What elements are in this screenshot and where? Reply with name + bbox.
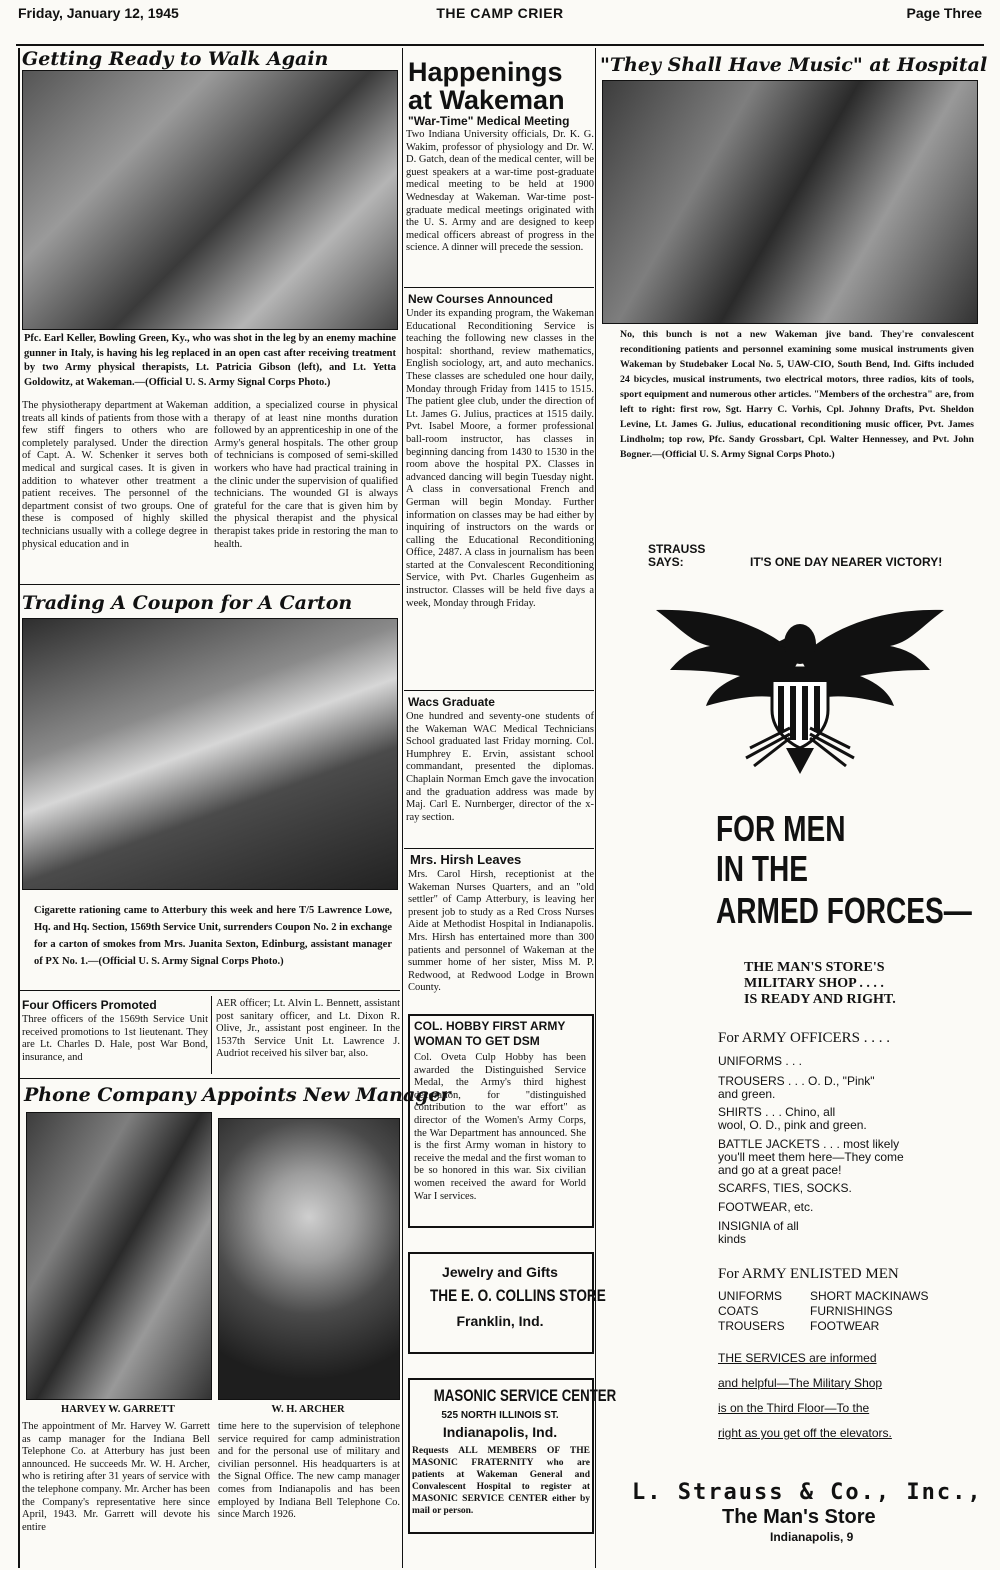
cigarette-coupon-photo — [22, 618, 398, 890]
officers-article-col2: AER officer; Lt. Alvin L. Bennett, assistant post sanitary officer, and Lt. Dixon R. Olive, Jr., assistant post engineer. In the 1537th Service Unit Lt. Lawrence J. Audriot received his silver bar, also. — [216, 998, 400, 1060]
walk-caption: Pfc. Earl Keller, Bowling Green, Ky., who was shot in the leg by an enemy machine gunner in Italy, is having his leg replaced in an open cast after receiving treatment by two Army physical therapists, Lt. Patricia Gibson (left), and Lt. Yetta Goldowitz, at Wakeman.—(Official U. S. Army Signal Corps Photo.) — [24, 333, 396, 388]
officers-headline: Four Officers Promoted — [22, 998, 157, 1012]
masonic-ad-body: Requests ALL MEMBERS OF THE MASONIC FRATERNITY who are patients at Wakeman General and Convalescent Hospital to register at MASONIC SERVICE CENTER either by mail or person. — [412, 1446, 590, 1516]
enlisted-item-furnishings: FURNISHINGS — [810, 1304, 893, 1318]
archer-portrait-photo — [218, 1118, 400, 1400]
masonic-center-name: MASONIC SERVICE CENTER — [433, 1386, 617, 1405]
services-line1: THE SERVICES are informed — [718, 1351, 877, 1365]
enlisted-item-trousers: TROUSERS — [718, 1319, 785, 1333]
officer-item-insignia: INSIGNIA of all — [718, 1219, 799, 1233]
physical-therapy-photo — [22, 70, 398, 330]
phone-headline: Phone Company Appoints New Manager — [24, 1084, 451, 1106]
strauss-big-line1: FOR MEN — [716, 808, 846, 849]
masonic-ad-address: 525 NORTH ILLINOIS ST. — [441, 1410, 559, 1421]
collins-ad-line1: Jewelry and Gifts — [442, 1264, 558, 1280]
enlisted-head: For ARMY ENLISTED MEN — [718, 1266, 899, 1282]
medical-meeting-body: Two Indiana University officials, Dr. K. G. Wakim, professor of physiology and Dr. W. D. Gatch, dean of the medical center, will be guest speakers at a war-time post-graduate medical meeting to be held at 1900 Wednesday at Wakeman. War-time post-graduate medical meetings originated with the U. S. Army and are designed to keep medical officers abreast of progress in the science. A dinner will precede the session. — [406, 129, 594, 254]
enlisted-item-coats: COATS — [718, 1304, 759, 1318]
section-rule — [404, 287, 594, 288]
strauss-big-line3: ARMED FORCES— — [716, 890, 972, 931]
enlisted-item-footwear: FOOTWEAR — [810, 1319, 880, 1333]
services-line3: is on the Third Floor—To the — [718, 1401, 870, 1415]
strauss-slogan: IT'S ONE DAY NEARER VICTORY! — [750, 555, 943, 569]
strauss-says-1: STRAUSS — [648, 542, 706, 556]
officer-item-jackets-cont1: you'll meet them here—They come — [718, 1150, 904, 1164]
officers-head: For ARMY OFFICERS . . . . — [718, 1030, 890, 1046]
strauss-says-2: SAYS: — [648, 555, 684, 569]
happenings-title-line2: at Wakeman — [408, 85, 565, 115]
eagle-emblem-icon — [650, 598, 950, 778]
officers-article-col1: Three officers of the 1569th Service Unit received promotions to 1st lieutenant. They are Lt. Charles D. Hale, post War Bond, insurance, and — [22, 1014, 208, 1063]
walk-article-col1: The physiotherapy department at Wakeman treats all kinds of patients from those with a few stiff fingers to others who are completely paralysed. Under the direction of Capt. A. W. Schenker it serves both medical and surgical cases. It is given in addition to whatever other treatment a patient receives. The personnel of the department consist of two groups. One of these is composed of highly skilled technicians usually with a college degree in physical education and in — [22, 400, 208, 550]
walk-article-col2: addition, a specialized course in physical therapy of at least nine months duration followed by an apprenticeship in one of the Army's general hospitals. The other group of technicians is composed of semi-skilled workers who have had practical training in the clinic under the supervision of qualified technicians. The wounded GI is always grateful for the care that is given him by the physical therapist and the physical therapist takes pride in restoring the man to health. — [214, 400, 398, 550]
music-headline: "They Shall Have Music" at Hospital — [600, 54, 988, 76]
page-number: Page Three — [906, 5, 982, 21]
band-photo — [602, 80, 978, 324]
services-line2: and helpful—The Military Shop — [718, 1376, 883, 1390]
officer-item-uniforms: UNIFORMS . . . — [718, 1054, 802, 1068]
officer-item-footwear: FOOTWEAR, etc. — [718, 1200, 814, 1214]
masthead-rule — [16, 44, 984, 46]
hobby-head: COL. HOBBY FIRST ARMY WOMAN TO GET DSM — [414, 1019, 566, 1048]
officer-item-shirts: SHIRTS . . . Chino, all — [718, 1105, 836, 1119]
happenings-title-line1: Happenings — [408, 57, 563, 87]
collins-store-name: THE E. O. COLLINS STORE — [429, 1286, 606, 1305]
column-divider — [18, 48, 20, 1568]
masonic-ad-line1 — [408, 1386, 617, 1406]
mans-store-line3: IS READY AND RIGHT. — [744, 992, 896, 1007]
section-rule — [404, 690, 594, 691]
hobby-body: Col. Oveta Culp Hobby has been awarded the Distinguished Service Medal, the Army's third highest decoration, for "distinguished contribution to the war effort" as director of the Women's Army Corps, the War Department has announced. She is the first Army woman in history to receive the medal and the first woman to be so honored in this war. Six civilian women received the award for World War I services. — [414, 1052, 586, 1202]
walk-headline: Getting Ready to Walk Again — [22, 48, 329, 70]
wacs-graduate-head: Wacs Graduate — [408, 695, 495, 709]
officer-item-jackets: BATTLE JACKETS . . . most likely — [718, 1137, 900, 1151]
medical-meeting-head: "War-Time" Medical Meeting — [408, 114, 570, 128]
officer-item-insignia-cont: kinds — [718, 1232, 747, 1246]
phone-article-col1: The appointment of Mr. Harvey W. Garrett as camp manager for the Indiana Bell Telephone Co. at Atterbury has just been announced. He succeeds Mr. W. H. Archer, who is retiring after 31 years of service with the telephone company. Mr. Archer has been the Company's representative here since April, 1943. Mr. Garrett will devote his entire — [22, 1421, 210, 1533]
new-courses-body: Under its expanding program, the Wakeman Educational Reconditioning Service is teaching the following new classes in the hospital: shorthand, review mathematics, English sociology, art, and auto mechanics. These classes are scheduled one hour daily, Monday through Friday from 1415 to 1515. The patient glee club, under the direction of Lt. James G. Julius, practices at 1515 daily. Pvt. Isabel Moore, a former professional ball-room instructor, has classes in beginning dancing from 1430 to 1530 in the room above the hospital PX. Classes in advanced dancing will begin Tuesday night. A class in conversational French and German will begin Monday. Further information on classes may be had either by inquiring of instructors on the wards or calling the Educational Reconditioning Office, 2487. A class in journalism has been started at the Convalescent Reconditioning Service, with Pvt. Charles Gugenheim as instructor. Classes will be held five days a week, Monday through Friday. — [406, 308, 594, 609]
enlisted-item-mackinaws: SHORT MACKINAWS — [810, 1289, 929, 1303]
newspaper-name: THE CAMP CRIER — [436, 5, 564, 21]
garrett-portrait-photo — [26, 1112, 212, 1400]
section-rule — [20, 584, 400, 585]
hirsh-leaves-body: Mrs. Carol Hirsh, receptionist at the Wakeman Nurses Quarters, and an "old settler" of Camp Atterbury, is leaving her present job to study as a Red Cross Nurses Aide at Methodist Hospital in Indianapolis. Mrs. Hirsh has entertained more than 300 patients and personnel of Wakeman at the summer home of her sister, Miss M. P. Redwood, at Redwood Lodge in Brown County. — [408, 869, 594, 994]
strauss-company-name: L. Strauss & Co., Inc., — [632, 1480, 983, 1505]
mans-store-line2: MILITARY SHOP . . . . — [744, 976, 884, 991]
officer-item-jackets-cont2: and go at a great pace! — [718, 1163, 842, 1177]
enlisted-item-uniforms: UNIFORMS — [718, 1289, 782, 1303]
strauss-city: Indianapolis, 9 — [770, 1530, 854, 1544]
new-courses-head: New Courses Announced — [408, 292, 553, 306]
services-line4: right as you get off the elevators. — [718, 1426, 892, 1440]
garrett-name: HARVEY W. GARRETT — [61, 1404, 175, 1415]
music-caption: No, this bunch is not a new Wakeman jive band. They're convalescent reconditioning patients and personnel examining some musical instruments given Wakeman by Studebaker Local No. 5, UAW-CIO, South Bend, Ind. Gifts included 24 bicycles, musical instruments, two electrical motors, three radios, kits of tools, sport equipment and numerous other articles. "Members of the orchestra" are, from left to right: first row, Sgt. Harry C. Vorhis, Cpl. Johnny Drafts, Pvt. Sheldon Levine, Lt. James G. Julius, educational reconditioning music officer, Pvt. James Lindholm; top row, Pfc. Sandy Grossbart, Cpl. Walter Hennessey, and Pvt. John Bogner.—(Official U. S. Army Signal Corps Photo.) — [620, 329, 974, 460]
officer-item-trousers: TROUSERS . . . O. D., "Pink" — [718, 1074, 875, 1088]
section-rule — [20, 990, 400, 991]
officer-item-trousers-cont: and green. — [718, 1087, 776, 1101]
officer-item-scarfs: SCARFS, TIES, SOCKS. — [718, 1181, 852, 1195]
collins-ad-line3: Franklin, Ind. — [456, 1313, 544, 1329]
section-rule — [20, 1078, 400, 1079]
mans-store-line1: THE MAN'S STORE'S — [744, 960, 885, 975]
hirsh-leaves-head: Mrs. Hirsh Leaves — [410, 852, 522, 867]
issue-date: Friday, January 12, 1945 — [18, 5, 179, 21]
coupon-headline: Trading A Coupon for A Carton — [22, 592, 353, 614]
column-divider — [402, 48, 403, 1568]
officer-item-shirts-cont: wool, O. D., pink and green. — [718, 1118, 867, 1132]
strauss-big-line2: IN THE — [716, 848, 809, 889]
strauss-store-name: The Man's Store — [722, 1506, 876, 1528]
column-divider — [595, 48, 596, 1568]
section-rule — [404, 848, 594, 849]
wacs-graduate-body: One hundred and seventy-one students of the Wakeman WAC Medical Technicians School graduated last Friday morning. Col. Humphrey E. Ervin, assistant school commandant, presented the diplomas. Chaplain Norman Emch gave the invocation and the graduation address was made by Maj. Carl E. Nurnberger, director of the x-ray section. — [406, 711, 594, 823]
column-divider — [211, 996, 212, 1074]
archer-name: W. H. ARCHER — [271, 1404, 345, 1415]
masonic-ad-city: Indianapolis, Ind. — [442, 1424, 558, 1440]
coupon-caption: Cigarette rationing came to Atterbury this week and here T/5 Lawrence Lowe, Hq. and Hq. Section, 1569th Service Unit, surrenders Coupon No. 2 in exchange for a carton of smokes from Mrs. Juanita Sexton, Edinburg, assistant manager of PX No. 1.—(Official U. S. Army Signal Corps Photo.) — [34, 905, 392, 967]
phone-article-col2: time here to the supervision of telephone service required for camp administration and for the personal use of military and civilian personnel. His headquarters is at the Signal Office. The new camp manager comes from Indianapolis and has been employed by Indiana Bell Telephone Co. since March 1926. — [218, 1421, 400, 1521]
collins-ad-line2 — [408, 1286, 606, 1306]
